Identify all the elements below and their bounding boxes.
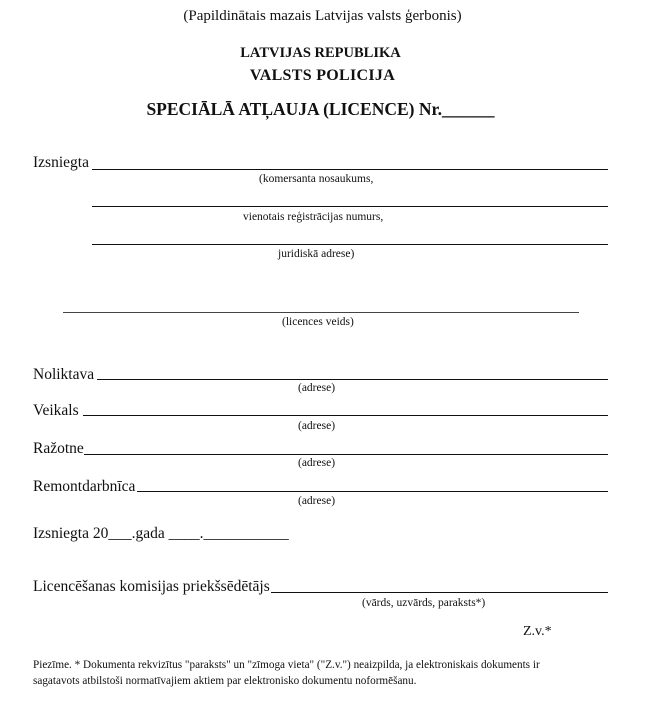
registration-number-line (92, 206, 608, 207)
repair-workshop-address-line (137, 491, 608, 492)
warehouse-address-caption: (adrese) (298, 382, 336, 394)
coat-of-arms-note: (Papildinātais mazais Latvijas valsts ģerbonis) (183, 8, 462, 24)
shop-label: Veikals (33, 402, 79, 419)
issue-date: Izsniegta 20___.gada ____.___________ (33, 525, 289, 542)
republic-heading: LATVIJAS REPUBLIKA (240, 45, 401, 61)
repair-workshop-address-caption: (adrese) (298, 495, 336, 507)
footnote-line-1: Piezīme. * Dokumenta rekvizītus "paraksts" un "zīmoga vieta" ("Z.v.") neaizpilda, ja elektroniskais dokuments ir (33, 659, 540, 671)
shop-address-caption: (adrese) (298, 420, 336, 432)
warehouse-address-line (97, 379, 608, 380)
licence-type-caption: (licences veids) (282, 316, 354, 328)
footnote-line-2: sagatavots atbilstoši normatīvajiem aktiem par elektronisko dokumentu noformēšanu. (33, 675, 417, 687)
signature-caption: (vārds, uzvārds, paraksts*) (362, 597, 486, 609)
legal-address-line (92, 244, 608, 245)
signature-line (271, 592, 608, 593)
production-address-line (84, 454, 608, 455)
production-address-caption: (adrese) (298, 457, 336, 469)
registration-number-caption: vienotais reģistrācijas numurs, (243, 211, 384, 223)
production-label: Ražotne (33, 440, 84, 457)
company-name-caption: (komersanta nosaukums, (259, 173, 374, 185)
licence-type-line (63, 312, 579, 313)
commission-chair-label: Licencēšanas komisijas priekšsēdētājs (33, 578, 270, 595)
shop-address-line (83, 415, 608, 416)
warehouse-label: Noliktava (33, 366, 95, 383)
authority-heading: VALSTS POLICIJA (249, 67, 396, 84)
repair-workshop-label: Remontdarbnīca (33, 478, 136, 495)
issued-to-name-line (92, 169, 608, 170)
seal-place: Z.v.* (523, 624, 552, 639)
issued-to-label: Izsniegta (33, 154, 89, 171)
document-title: SPECIĀLĀ ATĻAUJA (LICENCE) Nr.______ (146, 99, 495, 119)
legal-address-caption: juridiskā adrese) (278, 248, 355, 260)
